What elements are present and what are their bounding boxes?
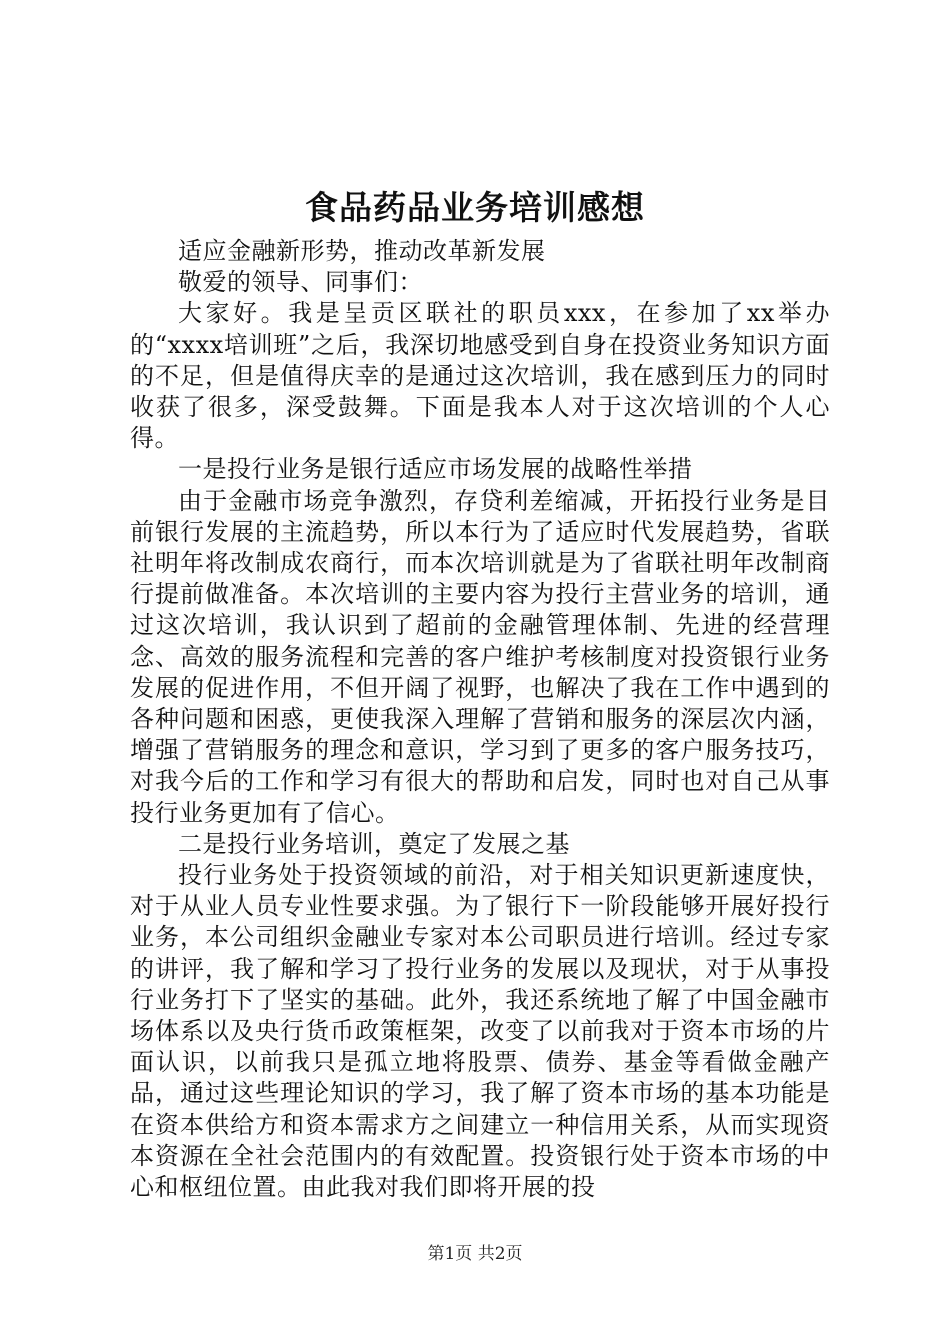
section-heading-2: 二是投行业务培训，奠定了发展之基 (178, 829, 570, 858)
document-title: 食品药品业务培训感想 (305, 188, 645, 227)
page-footer: 第1页 共2页 (427, 1244, 523, 1264)
salutation-paragraph: 敬爱的领导、同事们： (178, 268, 423, 297)
document-body (130, 236, 830, 1203)
section-paragraph-2: 投行业务处于投资领域的前沿，对于相关知识更新速度快，对于从业人员专业性要求强。为了银行下一阶段能够开展好投行业务，本公司组织金融业专家对本公司职员进行培训。经过专家的讲评，我了解和学习了投行业务的发展以及现状，对于从事投行业务打下了坚实的基础。此外，我还系统地了解了中国金融市场体系以及央行货币政策框架，改变了以前我对于资本市场的片面认识，以前我只是孤立地将股票、债券、基金等看做金融产品，通过这些理论知识的学习，我了解了资本市场的基本功能是在资本供给方和资本需求方之间建立一种信用关系，从而实现资本资源在全社会范围内的有效配置。投资银行处于资本市场的中心和枢纽位置。由此我对我们即将开展的投 (130, 861, 830, 1202)
intro-paragraph: 大家好。我是呈贡区联社的职员xxx，在参加了xx举办的“xxxx培训班”之后，我深切地感受到自身在投资业务知识方面的不足，但是值得庆幸的是通过这次培训，我在感到压力的同时收获了很多，深受鼓舞。下面是我本人对于这次培训的个人心得。 (130, 299, 830, 453)
section-heading-1: 一是投行业务是银行适应市场发展的战略性举措 (178, 455, 693, 484)
subtitle-paragraph: 适应金融新形势，推动改革新发展 (178, 237, 546, 265)
section-paragraph-1: 由于金融市场竞争激烈，存贷利差缩减，开拓投行业务是目前银行发展的主流趋势，所以本行为了适应时代发展趋势，省联社明年将改制成农商行，而本次培训就是为了省联社明年改制商行提前做准备。本次培训的主要内容为投行主营业务的培训，通过这次培训，我认识到了超前的金融管理体制、先进的经营理念、高效的服务流程和完善的客户维护考核制度对投资银行业务发展的促进作用，不但开阔了视野，也解决了我在工作中遇到的各种问题和困惑，更使我深入理解了营销和服务的深层次内涵，增强了营销服务的理念和意识，学习到了更多的客户服务技巧，对我今后的工作和学习有很大的帮助和启发，同时也对自己从事投行业务更加有了信心。 (130, 486, 830, 827)
